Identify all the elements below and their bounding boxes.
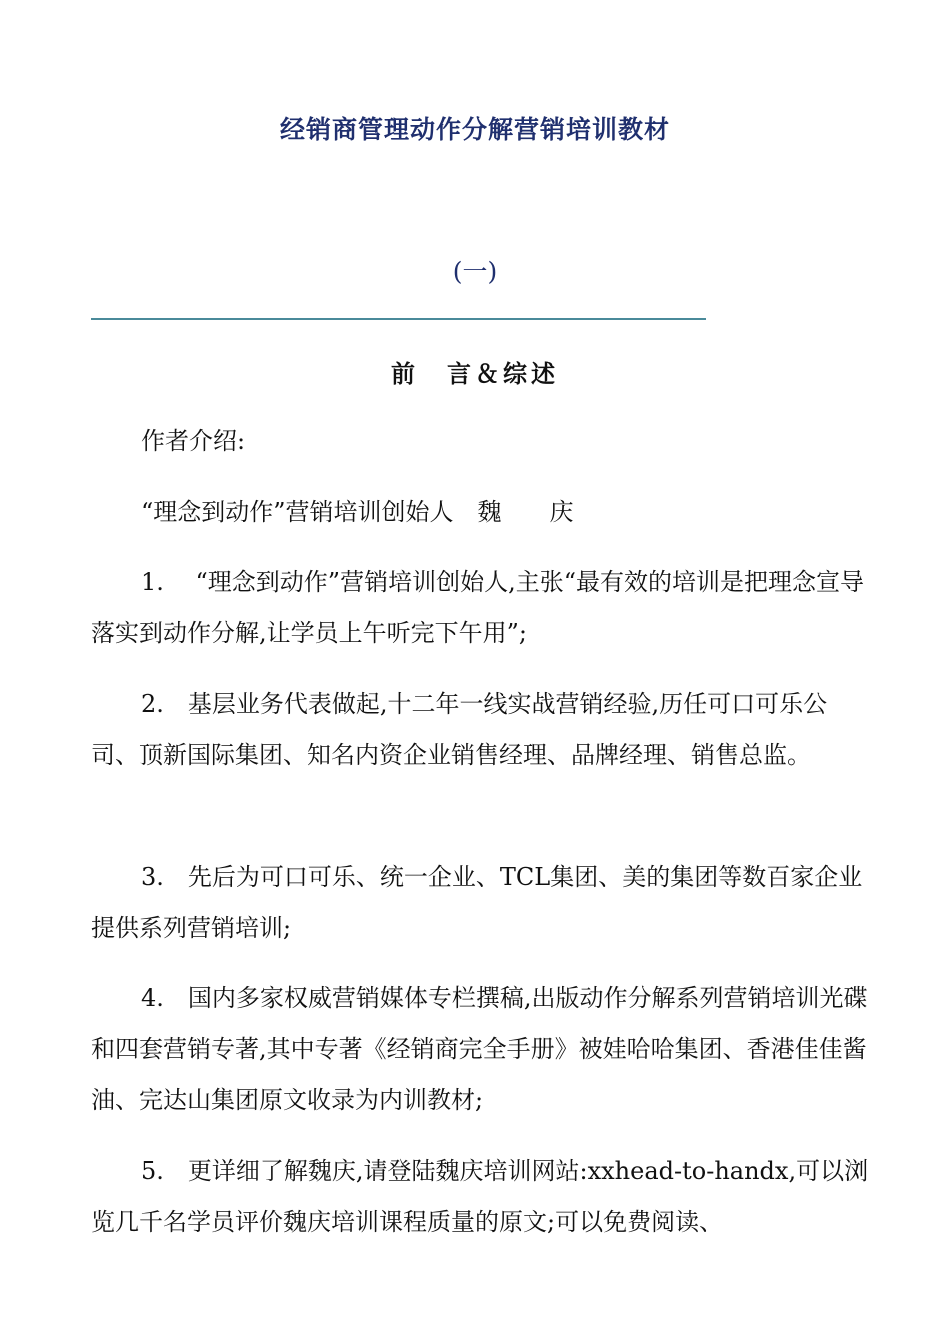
paragraph-author-name: “理念到动作”营销培训创始人 魏 庆 [141,498,574,526]
section-number: (一) [452,257,498,286]
paragraph-item-3: 3. 先后为可口可乐、统一企业、TCL集团、美的集团等数百家企业提供系列营销培训; [91,863,863,942]
paragraph-item-5: 5. 更详细了解魏庆,请登陆魏庆培训网站:xxhead-to-handx,可以浏览几千名学员评价魏庆培训课程质量的原文;可以免费阅读、 [91,1157,869,1236]
paragraph-item-4: 4. 国内多家权威营销媒体专栏撰稿,出版动作分解系列营销培训光碟和四套营销专著,其中专著《经销商完全手册》被娃哈哈集团、香港佳佳酱油、完达山集团原文收录为内训教材; [91,984,868,1114]
paragraph-item-2: 2. 基层业务代表做起,十二年一线实战营销经验,历任可口可乐公司、顶新国际集团、知名内资企业销售经理、品牌经理、销售总监。 [91,690,828,769]
horizontal-divider [91,318,706,320]
paragraph-author-intro: 作者介绍: [141,427,246,455]
section-heading: 前 言＆综述 [391,359,559,388]
document-title: 经销商管理动作分解营销培训教材 [279,115,670,144]
paragraph-item-1: 1. “理念到动作”营销培训创始人,主张“最有效的培训是把理念宣导落实到动作分解,让学员上午听完下午用”; [91,568,864,647]
